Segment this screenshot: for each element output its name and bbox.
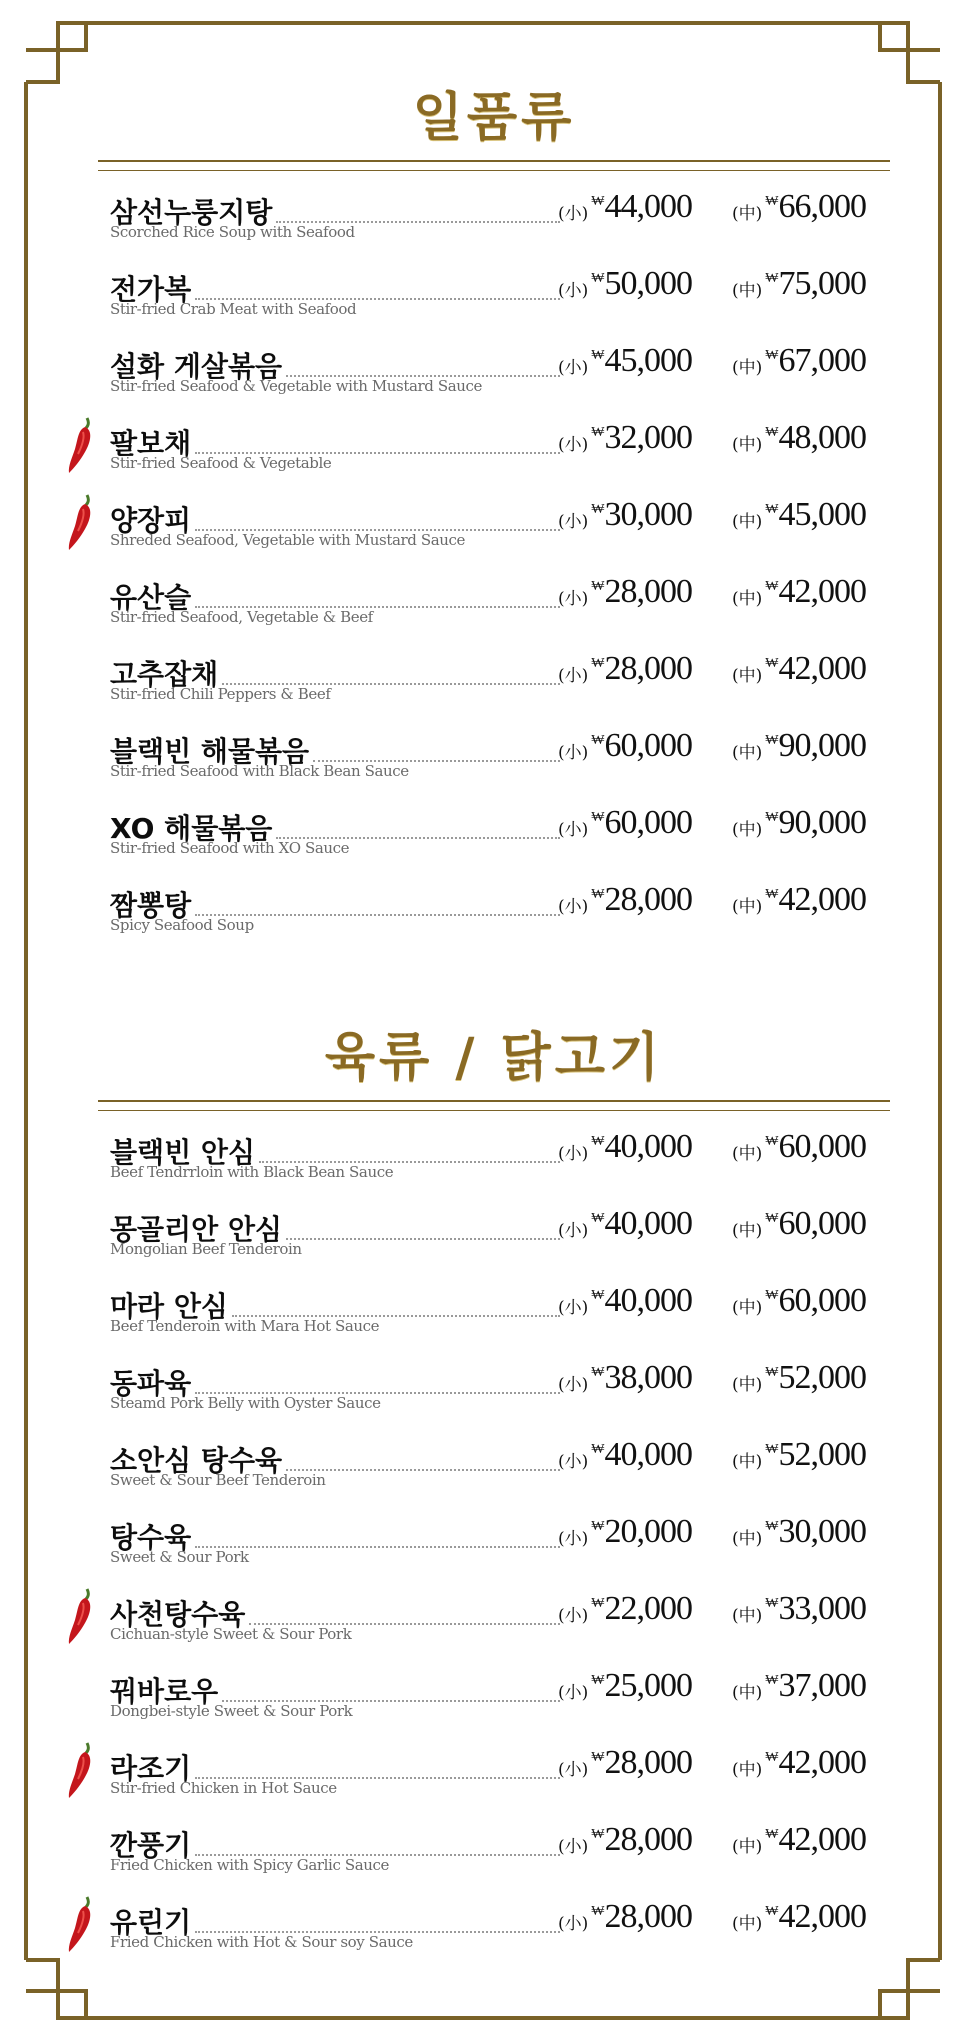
- dish-name-korean: 블랙빈 안심: [110, 1136, 255, 1169]
- price-small-amount: 32,000: [604, 419, 692, 456]
- price-medium-amount: 52,000: [778, 1436, 866, 1473]
- price-small: [558, 649, 692, 689]
- price-medium-amount: 42,000: [778, 573, 866, 610]
- dish-name-korean: 동파육: [110, 1367, 192, 1400]
- price-small: [558, 495, 692, 535]
- won-symbol: ₩: [765, 1441, 779, 1457]
- price-medium: [732, 418, 866, 458]
- size-label-small: (小): [558, 435, 589, 455]
- menu-item: [98, 1739, 890, 1816]
- dish-name-english: Sweet & Sour Pork: [110, 1548, 249, 1566]
- menu-section-ilpum: [98, 82, 890, 953]
- menu-item: [98, 260, 890, 337]
- dish-name-english: Fried Chicken with Hot & Sour soy Sauce: [110, 1933, 413, 1951]
- won-symbol: ₩: [591, 1749, 605, 1765]
- size-label-medium: (中): [732, 1606, 763, 1626]
- price-medium-amount: 48,000: [778, 419, 866, 456]
- won-symbol: ₩: [765, 1595, 779, 1611]
- price-small: [558, 803, 692, 843]
- price-medium: [732, 495, 866, 535]
- section-title: 일품류: [412, 87, 576, 148]
- price-small: [558, 1820, 692, 1860]
- price-small: [558, 264, 692, 304]
- size-label-medium: (中): [732, 820, 763, 840]
- dish-name-english: Stir-fried Chili Peppers & Beef: [110, 685, 331, 703]
- price-medium: [732, 1127, 866, 1167]
- won-symbol: ₩: [765, 1749, 779, 1765]
- size-label-small: (小): [558, 204, 589, 224]
- won-symbol: ₩: [591, 1210, 605, 1226]
- menu-item: [98, 1277, 890, 1354]
- menu-item: [98, 414, 890, 491]
- won-symbol: ₩: [765, 655, 779, 671]
- price-small-amount: 22,000: [604, 1590, 692, 1627]
- won-symbol: ₩: [591, 1287, 605, 1303]
- won-symbol: ₩: [591, 1595, 605, 1611]
- price-medium: [732, 1666, 866, 1706]
- dish-name-english: Stir-fried Seafood with Black Bean Sauce: [110, 762, 409, 780]
- menu-item: [98, 645, 890, 722]
- menu-item: [98, 1200, 890, 1277]
- dish-name-korean: 고추잡채: [110, 658, 219, 691]
- won-symbol: ₩: [765, 270, 779, 286]
- dish-name-korean: 전가복: [110, 273, 192, 306]
- menu-item: [98, 568, 890, 645]
- size-label-small: (小): [558, 897, 589, 917]
- size-label-medium: (中): [732, 1298, 763, 1318]
- size-label-small: (小): [558, 820, 589, 840]
- price-medium-amount: 90,000: [778, 727, 866, 764]
- dish-name-english: Stir-fried Seafood, Vegetable & Beef: [110, 608, 373, 626]
- price-medium: [732, 1204, 866, 1244]
- won-symbol: ₩: [591, 424, 605, 440]
- price-medium-amount: 30,000: [778, 1513, 866, 1550]
- dish-name-korean: XO 해물볶음: [110, 812, 273, 845]
- price-small-amount: 40,000: [604, 1205, 692, 1242]
- dish-name-korean: 소안심 탕수육: [110, 1444, 283, 1477]
- price-small-amount: 28,000: [604, 1821, 692, 1858]
- won-symbol: ₩: [591, 809, 605, 825]
- size-label-medium: (中): [732, 204, 763, 224]
- chili-pepper-icon: [65, 1741, 95, 1801]
- price-medium-amount: 42,000: [778, 1744, 866, 1781]
- dot-leader: [286, 1238, 560, 1240]
- won-symbol: ₩: [765, 886, 779, 902]
- price-small-amount: 25,000: [604, 1667, 692, 1704]
- price-medium: [732, 880, 866, 920]
- size-label-small: (小): [558, 1914, 589, 1934]
- size-label-medium: (中): [732, 512, 763, 532]
- price-small: [558, 572, 692, 612]
- size-label-medium: (中): [732, 1529, 763, 1549]
- won-symbol: ₩: [765, 1518, 779, 1534]
- won-symbol: ₩: [765, 732, 779, 748]
- size-label-small: (小): [558, 1144, 589, 1164]
- dish-name-korean: 짬뽕탕: [110, 889, 192, 922]
- dish-name-korean: 설화 게살볶음: [110, 350, 283, 383]
- menu-item: [98, 1354, 890, 1431]
- price-medium-amount: 66,000: [778, 188, 866, 225]
- price-small-amount: 28,000: [604, 1744, 692, 1781]
- dish-name-korean: 팔보채: [110, 427, 192, 460]
- section-divider: [98, 1100, 890, 1111]
- size-label-small: (小): [558, 743, 589, 763]
- price-small: [558, 1281, 692, 1321]
- menu-item: [98, 876, 890, 953]
- price-small-amount: 40,000: [604, 1282, 692, 1319]
- size-label-small: (小): [558, 666, 589, 686]
- price-medium: [732, 264, 866, 304]
- section-title: 육류 / 닭고기: [324, 1027, 664, 1088]
- price-medium: [732, 726, 866, 766]
- size-label-small: (小): [558, 1837, 589, 1857]
- dish-name-english: Stir-fried Crab Meat with Seafood: [110, 300, 357, 318]
- price-small: [558, 880, 692, 920]
- menu-item: [98, 1585, 890, 1662]
- dish-name-korean: 몽골리안 안심: [110, 1213, 283, 1246]
- won-symbol: ₩: [591, 347, 605, 363]
- dish-name-english: Fried Chicken with Spicy Garlic Sauce: [110, 1856, 389, 1874]
- price-small: [558, 418, 692, 458]
- dish-name-korean: 유산슬: [110, 581, 192, 614]
- size-label-small: (小): [558, 589, 589, 609]
- price-small-amount: 28,000: [604, 573, 692, 610]
- price-medium-amount: 75,000: [778, 265, 866, 302]
- size-label-medium: (中): [732, 589, 763, 609]
- price-small-amount: 60,000: [604, 727, 692, 764]
- size-label-small: (小): [558, 1221, 589, 1241]
- price-small-amount: 38,000: [604, 1359, 692, 1396]
- dish-name-english: Mongolian Beef Tenderoin: [110, 1240, 302, 1258]
- dish-name-english: Scorched Rice Soup with Seafood: [110, 223, 355, 241]
- price-medium-amount: 90,000: [778, 804, 866, 841]
- size-label-medium: (中): [732, 435, 763, 455]
- size-label-small: (小): [558, 1452, 589, 1472]
- price-medium: [732, 187, 866, 227]
- price-small-amount: 28,000: [604, 1898, 692, 1935]
- dish-name-korean: 마라 안심: [110, 1290, 228, 1323]
- won-symbol: ₩: [591, 732, 605, 748]
- price-medium-amount: 42,000: [778, 650, 866, 687]
- dish-name-english: Sweet & Sour Beef Tenderoin: [110, 1471, 326, 1489]
- menu-item: [98, 491, 890, 568]
- menu-item: [98, 722, 890, 799]
- price-medium-amount: 60,000: [778, 1205, 866, 1242]
- dish-name-english: Shreded Seafood, Vegetable with Mustard Sauce: [110, 531, 465, 549]
- won-symbol: ₩: [765, 347, 779, 363]
- price-small: [558, 1897, 692, 1937]
- won-symbol: ₩: [765, 1210, 779, 1226]
- won-symbol: ₩: [765, 809, 779, 825]
- dish-name-korean: 깐풍기: [110, 1829, 192, 1862]
- won-symbol: ₩: [765, 1133, 779, 1149]
- chili-pepper-icon: [65, 416, 95, 476]
- menu-item: [98, 1816, 890, 1893]
- dish-name-korean: 양장피: [110, 504, 192, 537]
- menu-item-list: [98, 183, 890, 953]
- price-small-amount: 40,000: [604, 1436, 692, 1473]
- price-small-amount: 28,000: [604, 650, 692, 687]
- dish-name-korean: 탕수육: [110, 1521, 192, 1554]
- price-small-amount: 30,000: [604, 496, 692, 533]
- won-symbol: ₩: [765, 424, 779, 440]
- price-medium: [732, 1589, 866, 1629]
- menu-item-list: [98, 1123, 890, 1970]
- menu-item: [98, 1508, 890, 1585]
- dish-name-korean: 유린기: [110, 1906, 192, 1939]
- price-small-amount: 40,000: [604, 1128, 692, 1165]
- menu-section-meat-chicken: [98, 1022, 890, 1970]
- won-symbol: ₩: [591, 1672, 605, 1688]
- price-small: [558, 1435, 692, 1475]
- won-symbol: ₩: [765, 501, 779, 517]
- won-symbol: ₩: [591, 1826, 605, 1842]
- chili-pepper-icon: [65, 1895, 95, 1955]
- dot-leader: [286, 1469, 560, 1471]
- dish-name-english: Cichuan-style Sweet & Sour Pork: [110, 1625, 352, 1643]
- size-label-medium: (中): [732, 1914, 763, 1934]
- size-label-small: (小): [558, 1298, 589, 1318]
- size-label-medium: (中): [732, 1144, 763, 1164]
- dish-name-english: Beef Tenderoin with Mara Hot Sauce: [110, 1317, 380, 1335]
- price-small: [558, 1512, 692, 1552]
- size-label-small: (小): [558, 281, 589, 301]
- menu-item: [98, 337, 890, 414]
- won-symbol: ₩: [591, 1441, 605, 1457]
- price-medium-amount: 42,000: [778, 881, 866, 918]
- price-small: [558, 1204, 692, 1244]
- dish-name-english: Stir-fried Seafood with XO Sauce: [110, 839, 350, 857]
- price-small-amount: 60,000: [604, 804, 692, 841]
- won-symbol: ₩: [591, 501, 605, 517]
- price-medium-amount: 37,000: [778, 1667, 866, 1704]
- dish-name-english: Spicy Seafood Soup: [110, 916, 254, 934]
- dish-name-english: Stir-fried Seafood & Vegetable: [110, 454, 332, 472]
- price-medium: [732, 1281, 866, 1321]
- dish-name-english: Stir-fried Seafood & Vegetable with Mustard Sauce: [110, 377, 483, 395]
- price-medium: [732, 341, 866, 381]
- size-label-medium: (中): [732, 1683, 763, 1703]
- price-medium: [732, 572, 866, 612]
- dish-name-korean: 사천탕수육: [110, 1598, 246, 1631]
- won-symbol: ₩: [591, 1133, 605, 1149]
- price-medium-amount: 67,000: [778, 342, 866, 379]
- menu-item: [98, 1893, 890, 1970]
- size-label-medium: (中): [732, 1452, 763, 1472]
- size-label-small: (小): [558, 1375, 589, 1395]
- size-label-medium: (中): [732, 1375, 763, 1395]
- won-symbol: ₩: [591, 1364, 605, 1380]
- price-small: [558, 1589, 692, 1629]
- won-symbol: ₩: [591, 655, 605, 671]
- size-label-medium: (中): [732, 358, 763, 378]
- price-medium-amount: 42,000: [778, 1821, 866, 1858]
- price-medium: [732, 1358, 866, 1398]
- size-label-small: (小): [558, 1606, 589, 1626]
- price-small: [558, 187, 692, 227]
- price-small-amount: 20,000: [604, 1513, 692, 1550]
- price-medium: [732, 1820, 866, 1860]
- won-symbol: ₩: [591, 270, 605, 286]
- size-label-medium: (中): [732, 1760, 763, 1780]
- price-small-amount: 45,000: [604, 342, 692, 379]
- dish-name-korean: 삼선누룽지탕: [110, 196, 273, 229]
- dish-name-english: Beef Tendrrloin with Black Bean Sauce: [110, 1163, 394, 1181]
- price-small: [558, 1127, 692, 1167]
- chili-pepper-icon: [65, 493, 95, 553]
- won-symbol: ₩: [765, 1364, 779, 1380]
- size-label-small: (小): [558, 1529, 589, 1549]
- menu-item: [98, 1662, 890, 1739]
- won-symbol: ₩: [765, 1826, 779, 1842]
- dish-name-english: Dongbei-style Sweet & Sour Pork: [110, 1702, 353, 1720]
- size-label-small: (小): [558, 1760, 589, 1780]
- price-small-amount: 44,000: [604, 188, 692, 225]
- dish-name-korean: 꿔바로우: [110, 1675, 219, 1708]
- dish-name-korean: 블랙빈 해물볶음: [110, 735, 310, 768]
- price-small: [558, 341, 692, 381]
- menu-item: [98, 1431, 890, 1508]
- price-medium: [732, 1743, 866, 1783]
- won-symbol: ₩: [591, 886, 605, 902]
- price-small: [558, 1743, 692, 1783]
- won-symbol: ₩: [765, 578, 779, 594]
- menu-item: [98, 799, 890, 876]
- size-label-small: (小): [558, 358, 589, 378]
- won-symbol: ₩: [591, 1903, 605, 1919]
- won-symbol: ₩: [591, 578, 605, 594]
- price-small-amount: 50,000: [604, 265, 692, 302]
- section-divider: [98, 160, 890, 171]
- price-small-amount: 28,000: [604, 881, 692, 918]
- price-medium-amount: 60,000: [778, 1282, 866, 1319]
- menu-item: [98, 183, 890, 260]
- won-symbol: ₩: [591, 193, 605, 209]
- price-medium: [732, 1435, 866, 1475]
- size-label-medium: (中): [732, 281, 763, 301]
- dot-leader: [195, 1546, 560, 1548]
- size-label-medium: (中): [732, 897, 763, 917]
- dish-name-english: Stir-fried Chicken in Hot Sauce: [110, 1779, 337, 1797]
- menu-item: [98, 1123, 890, 1200]
- price-medium: [732, 1512, 866, 1552]
- price-medium-amount: 52,000: [778, 1359, 866, 1396]
- won-symbol: ₩: [591, 1518, 605, 1534]
- size-label-small: (小): [558, 1683, 589, 1703]
- won-symbol: ₩: [765, 1672, 779, 1688]
- dish-name-english: Steamd Pork Belly with Oyster Sauce: [110, 1394, 381, 1412]
- price-small: [558, 1666, 692, 1706]
- size-label-small: (小): [558, 512, 589, 532]
- price-medium: [732, 649, 866, 689]
- size-label-medium: (中): [732, 1221, 763, 1241]
- price-medium: [732, 803, 866, 843]
- size-label-medium: (中): [732, 743, 763, 763]
- price-medium-amount: 60,000: [778, 1128, 866, 1165]
- size-label-medium: (中): [732, 666, 763, 686]
- price-medium-amount: 42,000: [778, 1898, 866, 1935]
- chili-pepper-icon: [65, 1587, 95, 1647]
- price-medium-amount: 45,000: [778, 496, 866, 533]
- price-medium: [732, 1897, 866, 1937]
- price-small: [558, 726, 692, 766]
- won-symbol: ₩: [765, 1287, 779, 1303]
- size-label-medium: (中): [732, 1837, 763, 1857]
- won-symbol: ₩: [765, 1903, 779, 1919]
- price-small: [558, 1358, 692, 1398]
- dish-name-korean: 라조기: [110, 1752, 192, 1785]
- won-symbol: ₩: [765, 193, 779, 209]
- price-medium-amount: 33,000: [778, 1590, 866, 1627]
